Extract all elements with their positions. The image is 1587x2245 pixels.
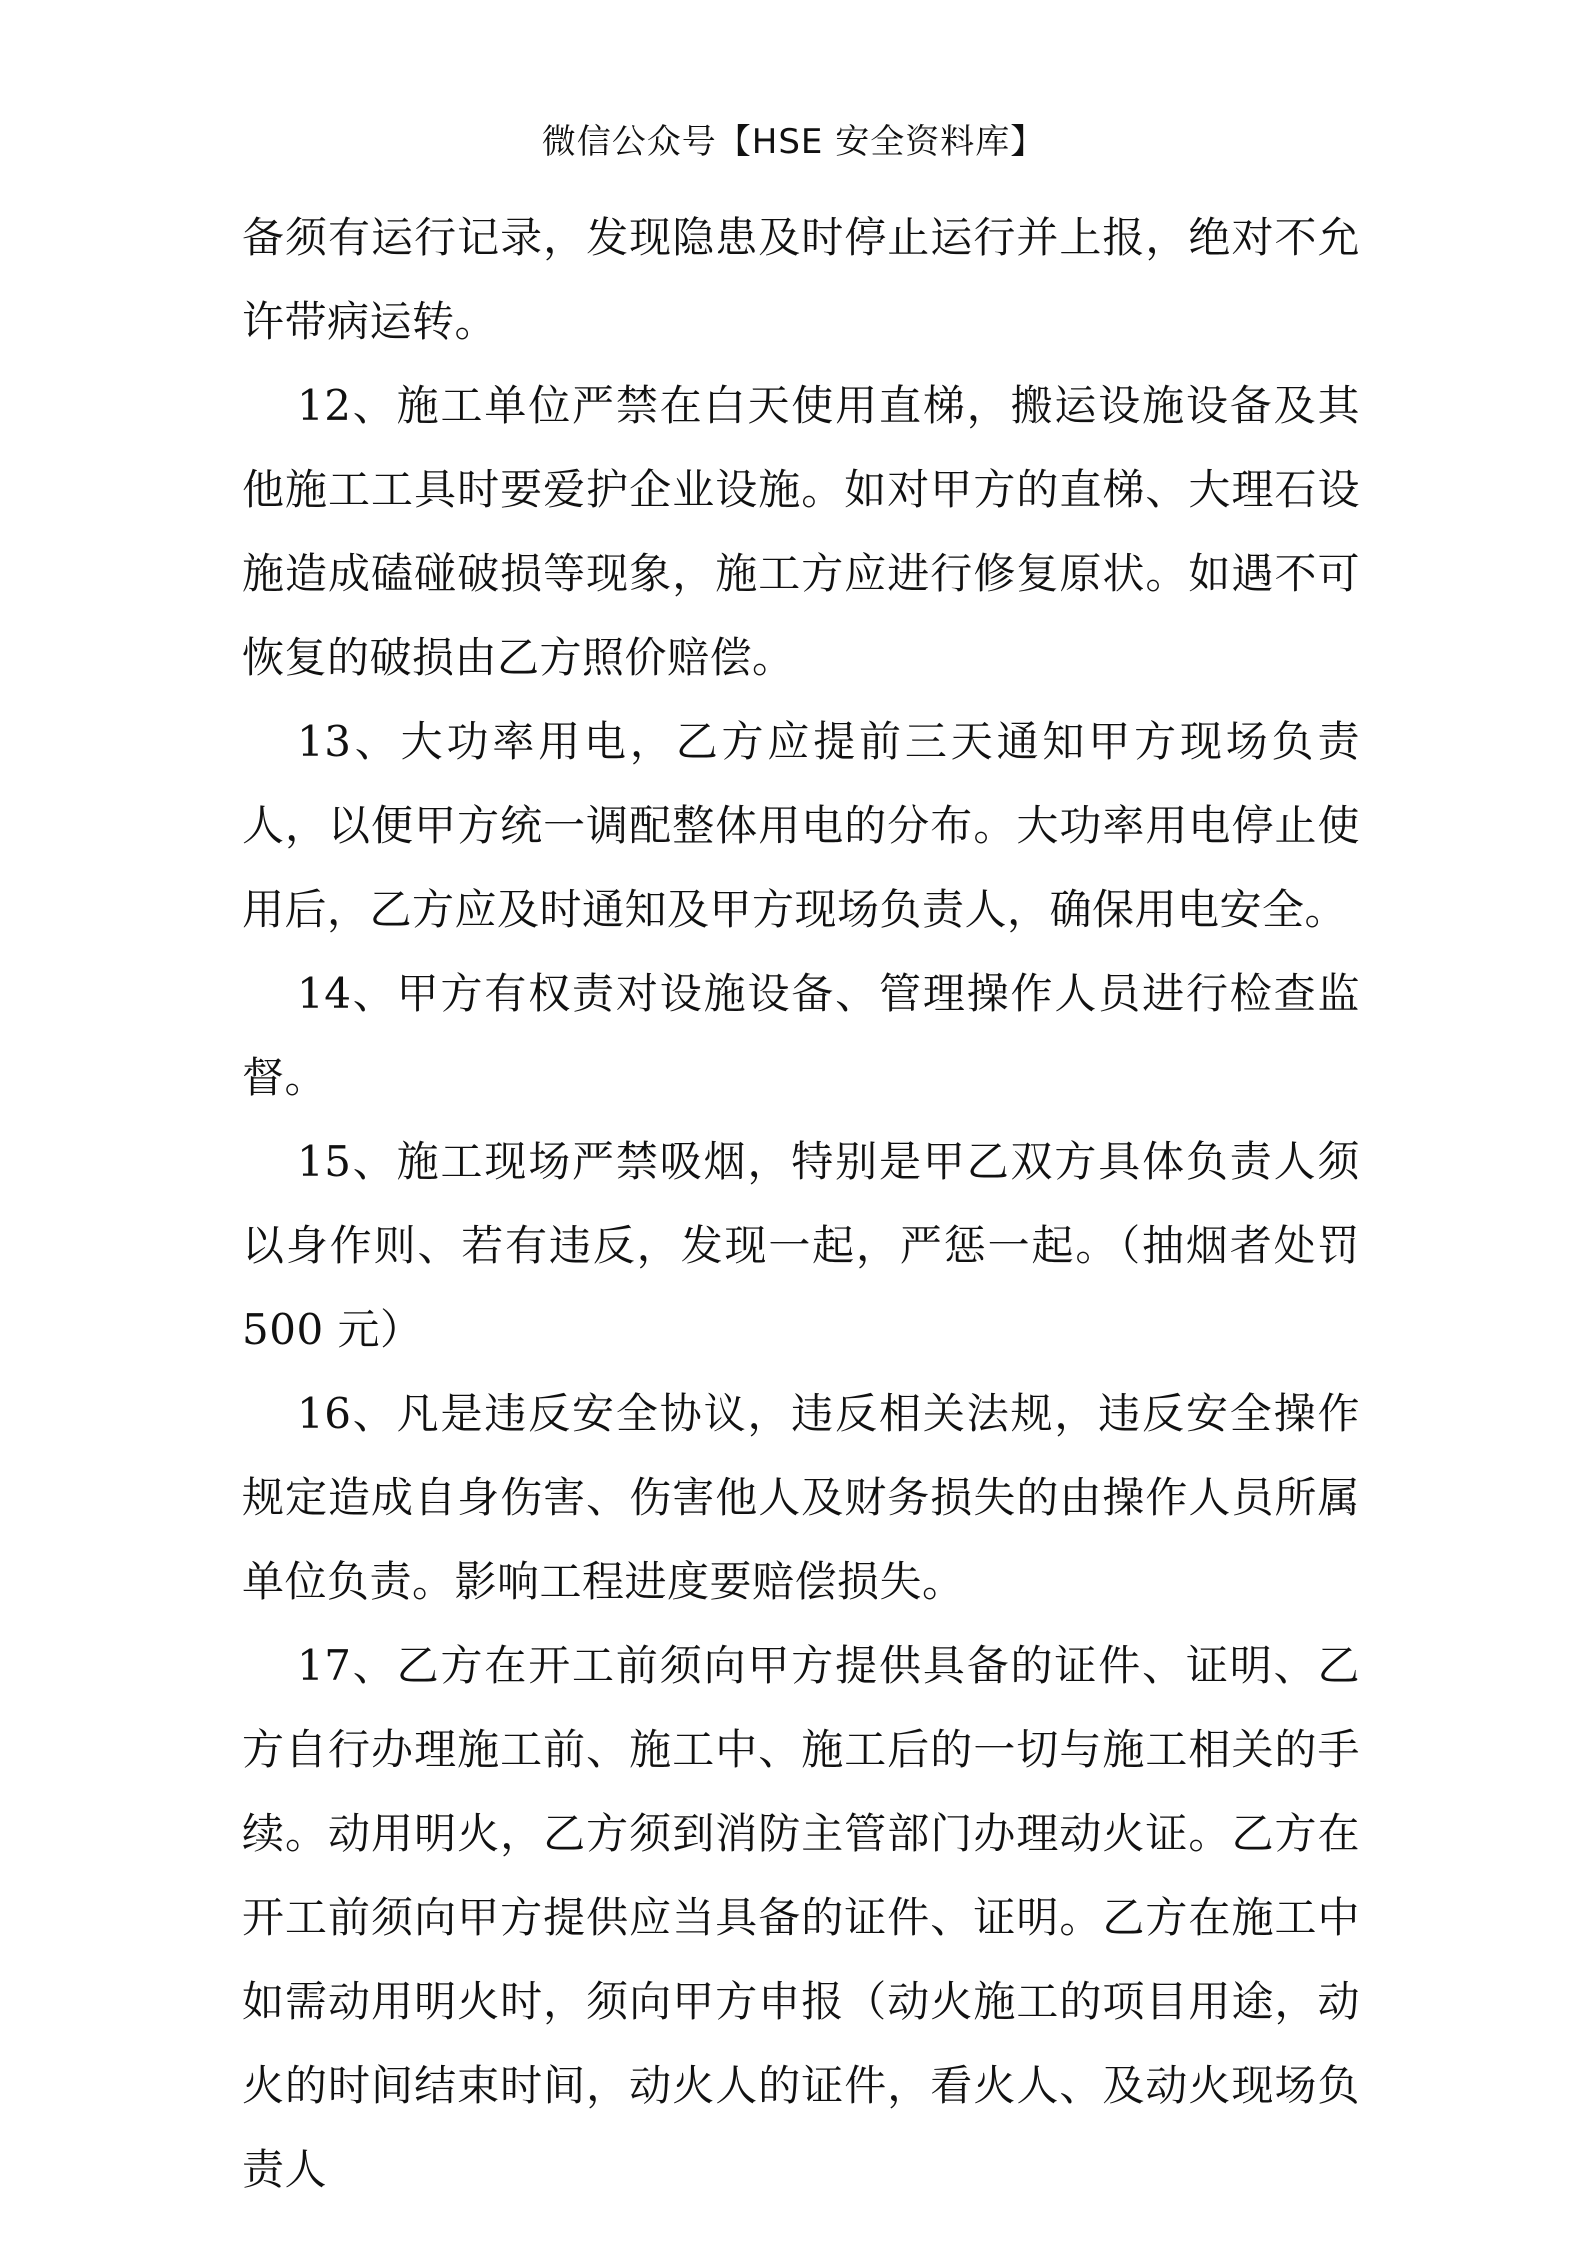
paragraph-item-16: 16、凡是违反安全协议，违反相关法规，违反安全操作规定造成自身伤害、伤害他人及财务损失的由操作人员所属单位负责。影响工程进度要赔偿损失。: [242, 1389, 1360, 1606]
paragraph-item-17: 17、乙方在开工前须向甲方提供具备的证件、证明、乙方自行办理施工前、施工中、施工后的一切与施工相关的手续。动用明火，乙方须到消防主管部门办理动火证。乙方在开工前须向甲方提供应当具备的证件、证明。乙方在施工中如需动用明火时，须向甲方申报（动火施工的项目用途，动火的时间结束时间，动火人的证件，看火人、及动火现场负责人: [242, 1641, 1360, 2194]
page-header: 微信公众号【HSE 安全资料库】: [541, 122, 1046, 162]
document-body: [242, 196, 1360, 2212]
paragraph-item-13: 13、大功率用电，乙方应提前三天通知甲方现场负责人，以便甲方统一调配整体用电的分布。大功率用电停止使用后，乙方应及时通知及甲方现场负责人，确保用电安全。: [242, 717, 1360, 934]
paragraph-item-12: 12、施工单位严禁在白天使用直梯，搬运设施设备及其他施工工具时要爱护企业设施。如对甲方的直梯、大理石设施造成磕碰破损等现象，施工方应进行修复原状。如遇不可恢复的破损由乙方照价赔偿。: [242, 381, 1360, 682]
paragraph-continuation: 备须有运行记录，发现隐患及时停止运行并上报，绝对不允许带病运转。: [242, 213, 1360, 346]
paragraph-item-15: 15、施工现场严禁吸烟，特别是甲乙双方具体负责人须以身作则、若有违反，发现一起，严惩一起。（抽烟者处罚 500 元）: [242, 1137, 1360, 1354]
paragraph-item-14: 14、甲方有权责对设施设备、管理操作人员进行检查监督。: [242, 969, 1360, 1102]
